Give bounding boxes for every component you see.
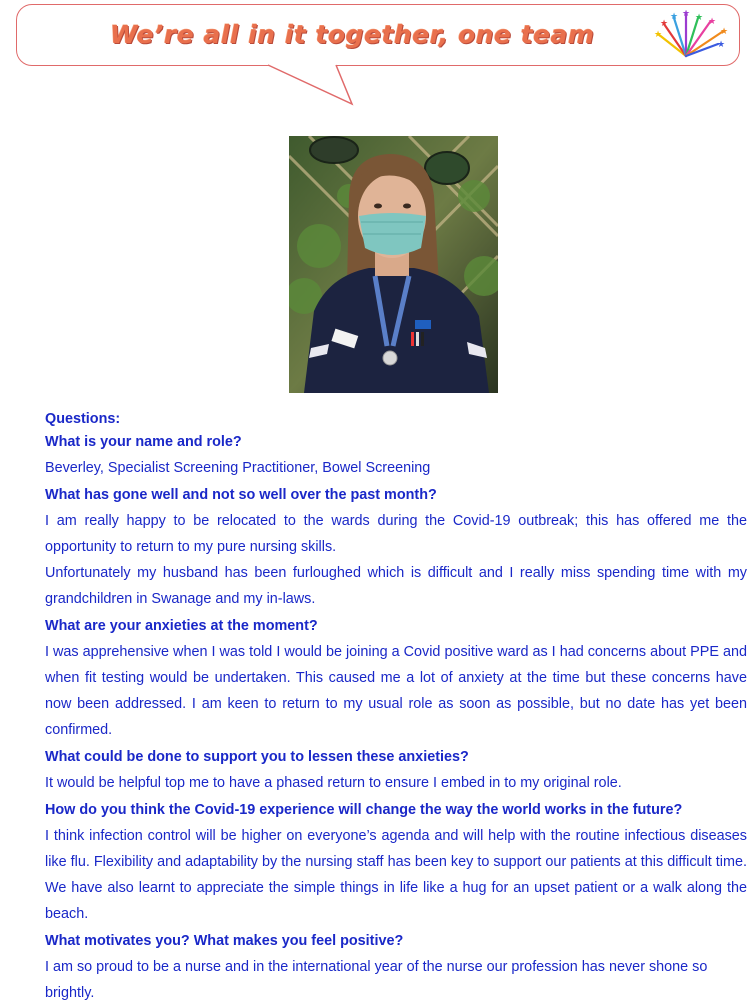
answer-name-role: Beverley, Specialist Screening Practitioner, Bowel Screening [45,460,431,476]
banner-title: We’re all in it together, one team [110,20,595,49]
answer-anxieties: I was apprehensive when I was told I would be joining a Covid positive ward as I had concerns about PPE and when fit testing would be undertaken. This caused me a lot of anxiety at the time but these concerns have now been addressed. I am keen to return to my usual role as soon as possible, but no date has yet been confirmed. [45,644,747,738]
svg-text:★: ★ [654,30,663,40]
answer-past-month-2: Unfortunately my husband has been furloughed which is difficult and I really miss spending time with my grandchildren in Swanage and my in-laws. [45,565,747,607]
fireworks-icon [652,10,730,62]
interview-content [45,411,747,1006]
answer-past-month-1: I am really happy to be relocated to the wards during the Covid-19 outbreak; this has offered me the opportunity to return to my pure nursing skills. [45,513,747,555]
answer-motivation: I am so proud to be a nurse and in the international year of the nurse our profession has never shone so brightly. [45,959,708,1001]
questions-heading: Questions: [45,411,121,427]
question-past-month: What has gone well and not so well over the past month? [45,487,437,503]
question-anxieties: What are your anxieties at the moment? [45,618,318,634]
svg-text:★: ★ [717,40,726,50]
question-motivation: What motivates you? What makes you feel positive? [45,933,404,949]
answer-future: I think infection control will be higher on everyone’s agenda and will help with the routine infectious diseases like flu. Flexibility and adaptability by the nursing staff has been key to support our patients at this difficult time. We have also learnt to appreciate the simple things in life like a hug for an upset patient or a walk along the beach. [45,828,747,922]
svg-text:★: ★ [720,27,729,37]
svg-text:★: ★ [670,12,679,22]
svg-text:★: ★ [695,13,704,23]
question-future: How do you think the Covid-19 experience will change the way the world works in the future? [45,802,683,818]
answer-support: It would be helpful top me to have a phased return to ensure I embed in to my original role. [45,775,622,791]
question-name-role: What is your name and role? [45,434,242,450]
svg-text:★: ★ [660,19,669,29]
svg-text:★: ★ [708,17,717,27]
svg-text:★: ★ [682,10,691,19]
nurse-photo [289,136,498,393]
question-support: What could be done to support you to lessen these anxieties? [45,749,469,765]
